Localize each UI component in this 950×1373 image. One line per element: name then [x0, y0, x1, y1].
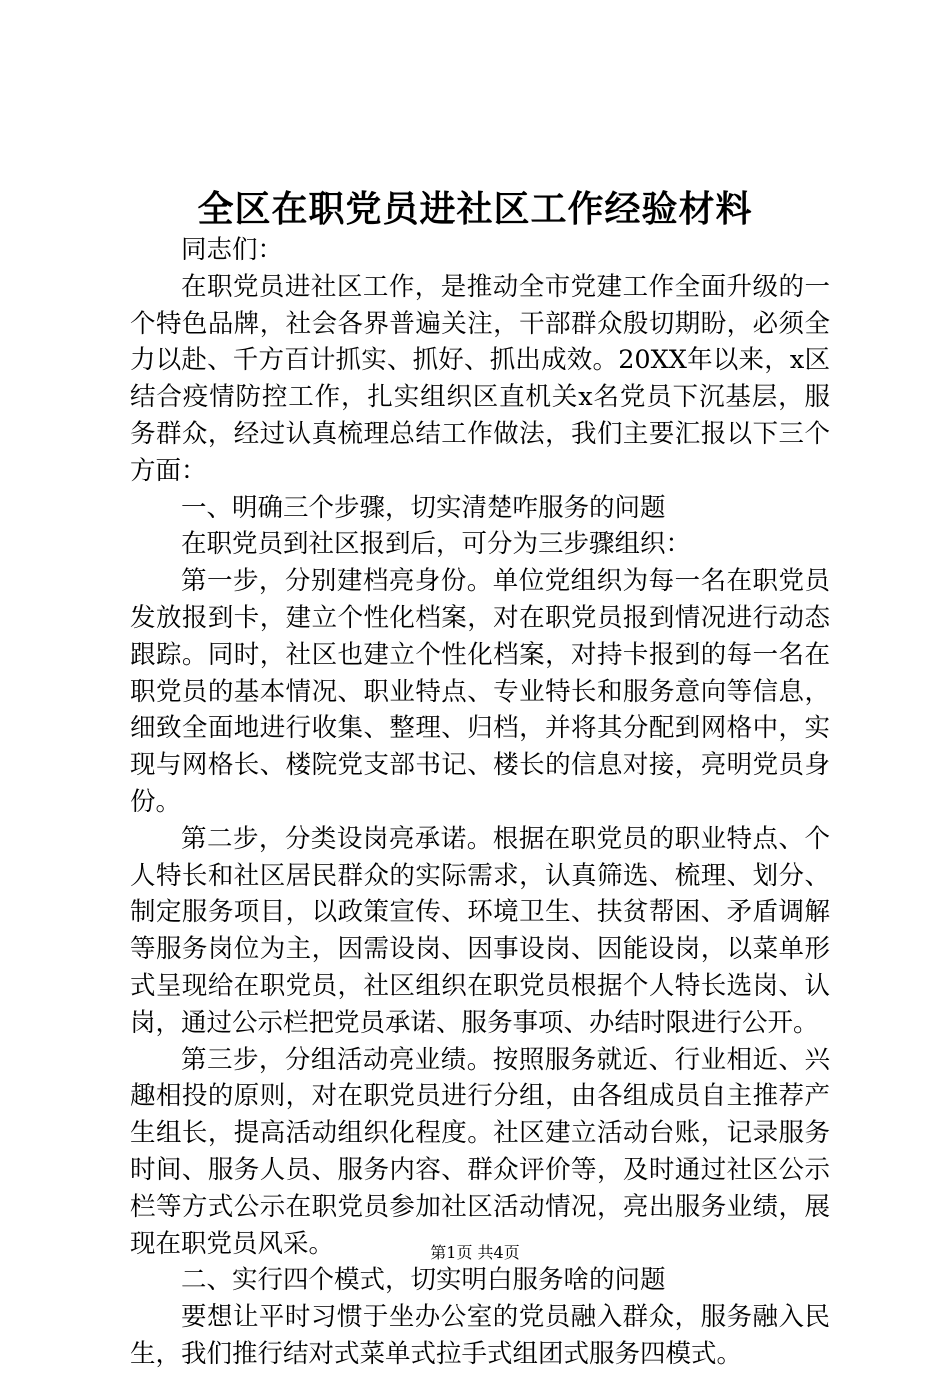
document-title: 全区在职党员进社区工作经验材料: [197, 188, 753, 230]
salutation-paragraph: 同志们：: [181, 235, 284, 265]
document-body: [130, 232, 830, 1373]
body-paragraph: 要想让平时习惯于坐办公室的党员融入群众，服务融入民生，我们推行结对式菜单式拉手式组团式服务四模式。: [130, 1302, 830, 1369]
section-heading-2: 二、实行四个模式，切实明白服务啥的问题: [181, 1265, 666, 1296]
step-3-paragraph: 第三步，分组活动亮业绩。按照服务就近、行业相近、兴趣相投的原则，对在职党员进行分组，由各组成员自主推荐产生组长，提高活动组织化程度。社区建立活动台账，记录服务时间、服务人员、服务内容、群众评价等，及时通过社区公示栏等方式公示在职党员参加社区活动情况，亮出服务业绩，展现在职党员风采。: [130, 1044, 830, 1259]
page-footer: 第1页 共4页: [430, 1243, 520, 1262]
step-1-paragraph: 第一步，分别建档亮身份。单位党组织为每一名在职党员发放报到卡，建立个性化档案，对在职党员报到情况进行动态跟踪。同时，社区也建立个性化档案，对持卡报到的每一名在职党员的基本情况、职业特点、专业特长和服务意向等信息，细致全面地进行收集、整理、归档，并将其分配到网格中，实现与网格长、楼院党支部书记、楼长的信息对接，亮明党员身份。: [130, 566, 830, 817]
intro-paragraph: 在职党员进社区工作，是推动全市党建工作全面升级的一个特色品牌，社会各界普遍关注，干部群众殷切期盼，必须全力以赴、千方百计抓实、抓好、抓出成效。20XX年以来，x区结合疫情防控工作，扎实组织区直机关x名党员下沉基层，服务群众，经过认真梳理总结工作做法，我们主要汇报以下三个方面：: [130, 271, 830, 486]
section-heading-1: 一、明确三个步骤，切实清楚咋服务的问题: [181, 492, 666, 523]
body-paragraph: 在职党员到社区报到后，可分为三步骤组织：: [181, 529, 692, 560]
step-2-paragraph: 第二步，分类设岗亮承诺。根据在职党员的职业特点、个人特长和社区居民群众的实际需求，认真筛选、梳理、划分、制定服务项目，以政策宣传、环境卫生、扶贫帮困、矛盾调解等服务岗位为主，因需设岗、因事设岗、因能设岗，以菜单形式呈现给在职党员，社区组织在职党员根据个人特长选岗、认岗，通过公示栏把党员承诺、服务事项、办结时限进行公开。: [130, 823, 830, 1038]
